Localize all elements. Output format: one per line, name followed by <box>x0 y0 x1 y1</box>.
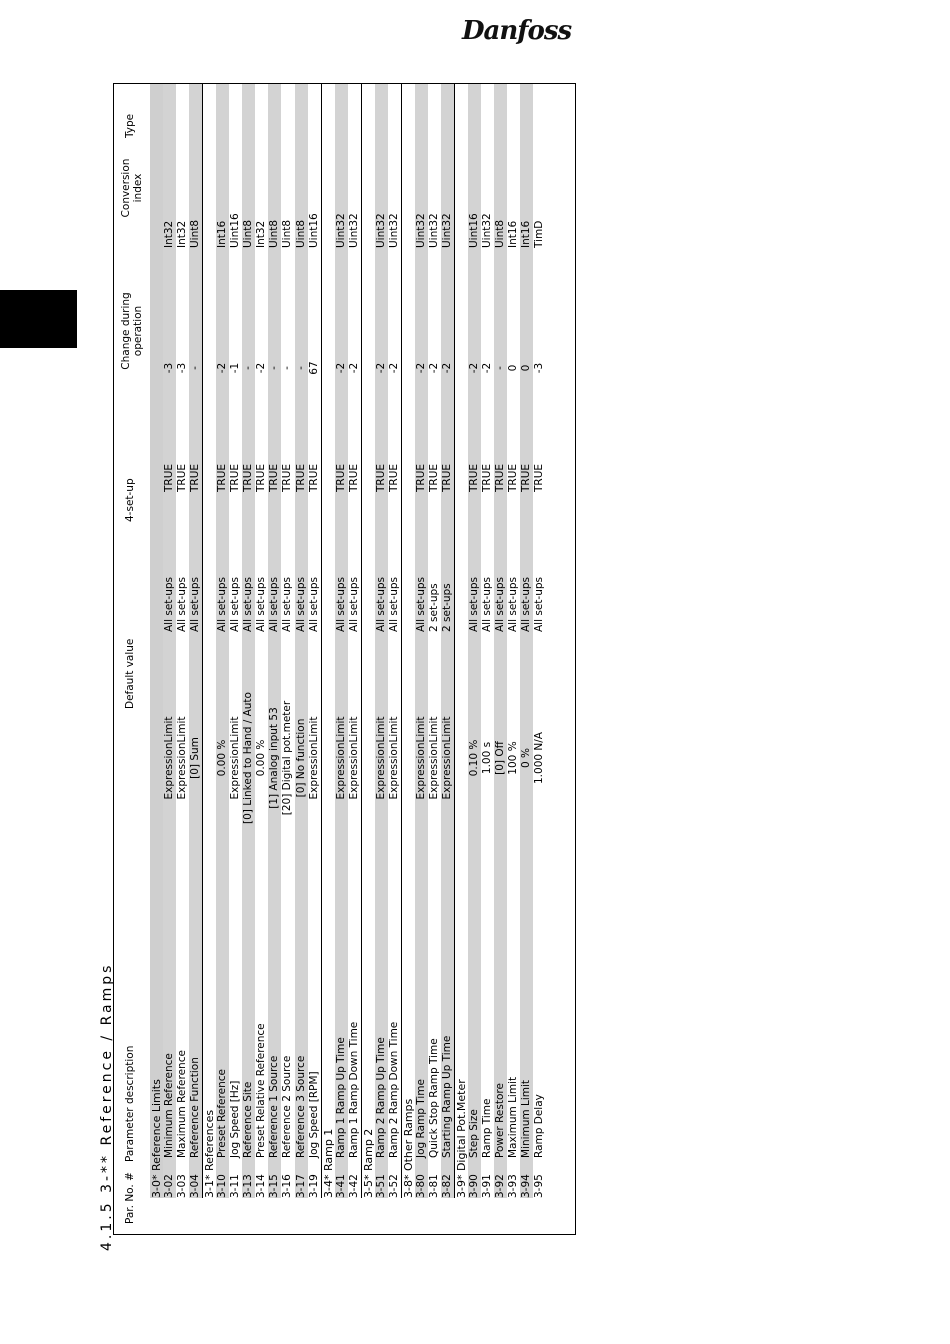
change-cell: TRUE <box>242 463 255 492</box>
conversion-cell: 0 <box>520 364 533 372</box>
conversion-cell: - <box>281 366 294 370</box>
group-header-row <box>150 84 163 1198</box>
change-cell: TRUE <box>387 463 400 492</box>
par-no-cell: 3-15 <box>268 1174 281 1198</box>
conversion-cell: -2 <box>334 362 347 374</box>
setup-cell: All set-ups <box>229 577 242 632</box>
conversion-cell: -2 <box>414 362 427 374</box>
type-cell: Uint32 <box>334 213 347 248</box>
conversion-cell: - <box>268 366 281 370</box>
group-label: 3-9* Digital Pot.Meter <box>455 1079 469 1198</box>
group-label: 3-4* Ramp 1 <box>321 1128 335 1198</box>
conversion-cell: - <box>242 366 255 370</box>
description-cell: Ramp 2 Ramp Down Time <box>387 1021 400 1158</box>
default-value-cell: [20] Digital pot.meter <box>281 700 294 816</box>
conversion-cell: -2 <box>374 362 387 374</box>
type-cell: Int16 <box>216 220 229 248</box>
change-cell: TRUE <box>414 463 427 492</box>
default-value-cell: 0.00 % <box>255 739 268 777</box>
description-cell: Minimum Reference <box>163 1053 176 1158</box>
table-row <box>308 84 321 1198</box>
table-row <box>507 84 520 1198</box>
description-cell: Reference 1 Source <box>268 1055 281 1158</box>
setup-cell: All set-ups <box>347 577 360 632</box>
table-row <box>481 84 494 1198</box>
description-cell: Preset Reference <box>216 1069 229 1158</box>
par-no-cell: 3-13 <box>242 1174 255 1198</box>
type-cell: Int16 <box>520 220 533 248</box>
table-row <box>268 84 281 1198</box>
description-cell: Step Size <box>468 1109 481 1158</box>
setup-cell: All set-ups <box>255 577 268 632</box>
change-cell: TRUE <box>307 463 320 492</box>
setup-cell: All set-ups <box>163 577 176 632</box>
group-header-row <box>361 84 375 1198</box>
type-cell: Int32 <box>176 220 189 248</box>
table-row <box>415 84 428 1198</box>
type-cell: TimD <box>533 220 546 248</box>
table-row <box>163 84 176 1198</box>
change-cell: TRUE <box>255 463 268 492</box>
header-par-no: Par. No. # <box>124 1172 136 1224</box>
conversion-cell: -2 <box>441 362 454 374</box>
par-no-cell: 3-02 <box>163 1174 176 1198</box>
table-row <box>189 84 202 1198</box>
default-value-cell: [0] No function <box>294 718 307 798</box>
default-value-cell: ExpressionLimit <box>163 716 176 800</box>
group-label: 3-0* Reference Limits <box>150 1079 163 1198</box>
table-row <box>335 84 348 1198</box>
description-cell: Quick Stop Ramp Time <box>427 1038 440 1158</box>
default-value-cell: ExpressionLimit <box>334 716 347 800</box>
change-cell: TRUE <box>520 463 533 492</box>
setup-cell: All set-ups <box>334 577 347 632</box>
par-no-cell: 3-17 <box>294 1174 307 1198</box>
setup-cell: 2 set-ups <box>441 583 454 632</box>
setup-cell: All set-ups <box>468 577 481 632</box>
chapter-tab-marker <box>0 290 77 348</box>
default-value-cell: ExpressionLimit <box>387 716 400 800</box>
parameter-table-rotated <box>114 84 575 1234</box>
par-no-cell: 3-93 <box>507 1174 520 1198</box>
group-label: 3-1* References <box>203 1109 217 1198</box>
par-no-cell: 3-51 <box>374 1174 387 1198</box>
setup-cell: All set-ups <box>242 577 255 632</box>
parameter-table <box>113 83 576 1235</box>
setup-cell: 2 set-ups <box>427 583 440 632</box>
group-header-row <box>454 84 468 1198</box>
default-value-cell: 1.000 N/A <box>533 732 546 784</box>
header-change-during-operation: Change during operation <box>120 292 144 370</box>
par-no-cell: 3-52 <box>387 1174 400 1198</box>
table-row <box>295 84 308 1198</box>
header-conversion-index: Conversion index <box>120 158 144 218</box>
par-no-cell: 3-94 <box>520 1174 533 1198</box>
default-value-cell: 0.00 % <box>216 739 229 777</box>
change-cell: TRUE <box>507 463 520 492</box>
table-header <box>114 84 150 1234</box>
default-value-cell: [0] Linked to Hand / Auto <box>242 692 255 824</box>
type-cell: Uint32 <box>387 213 400 248</box>
description-cell: Maximum Reference <box>176 1050 189 1158</box>
description-cell: Jog Speed [RPM] <box>307 1071 320 1158</box>
type-cell: Uint8 <box>268 219 281 248</box>
description-cell: Ramp 2 Ramp Up Time <box>374 1037 387 1158</box>
par-no-cell: 3-03 <box>176 1174 189 1198</box>
header-setup: 4-set-up <box>124 478 136 522</box>
setup-cell: All set-ups <box>533 577 546 632</box>
default-value-cell: ExpressionLimit <box>307 716 320 800</box>
par-no-cell: 3-10 <box>216 1174 229 1198</box>
default-value-cell: [0] Off <box>494 741 507 775</box>
change-cell: TRUE <box>481 463 494 492</box>
conversion-cell: - <box>189 366 202 370</box>
type-cell: Uint32 <box>427 213 440 248</box>
type-cell: Uint32 <box>374 213 387 248</box>
default-value-cell: [0] Sum <box>189 737 202 779</box>
description-cell: Reference 3 Source <box>294 1055 307 1158</box>
table-row <box>520 84 533 1198</box>
conversion-cell: -1 <box>229 362 242 374</box>
group-label: 3-5* Ramp 2 <box>361 1128 375 1198</box>
change-cell: TRUE <box>229 463 242 492</box>
description-cell: Reference Function <box>189 1057 202 1158</box>
conversion-cell: 67 <box>307 361 320 375</box>
change-cell: TRUE <box>216 463 229 492</box>
group-header-row <box>202 84 216 1198</box>
par-no-cell: 3-81 <box>427 1174 440 1198</box>
conversion-cell: 0 <box>507 364 520 372</box>
setup-cell: All set-ups <box>520 577 533 632</box>
par-no-cell: 3-91 <box>481 1174 494 1198</box>
default-value-cell: 1.00 s <box>481 741 494 775</box>
type-cell: Int32 <box>255 220 268 248</box>
default-value-cell: ExpressionLimit <box>374 716 387 800</box>
default-value-cell: ExpressionLimit <box>414 716 427 800</box>
default-value-cell: [1] Analog input 53 <box>268 707 281 809</box>
par-no-cell: 3-16 <box>281 1174 294 1198</box>
default-value-cell: 0.10 % <box>468 739 481 777</box>
table-row <box>428 84 441 1198</box>
table-row <box>441 84 454 1198</box>
change-cell: TRUE <box>441 463 454 492</box>
type-cell: Uint16 <box>468 213 481 248</box>
table-row <box>388 84 401 1198</box>
type-cell: Uint32 <box>414 213 427 248</box>
change-cell: TRUE <box>468 463 481 492</box>
default-value-cell: 100 % <box>507 741 520 775</box>
type-cell: Uint32 <box>481 213 494 248</box>
par-no-cell: 3-19 <box>307 1174 320 1198</box>
par-no-cell: 3-82 <box>441 1174 454 1198</box>
par-no-cell: 3-04 <box>189 1174 202 1198</box>
description-cell: Ramp Delay <box>533 1094 546 1158</box>
type-cell: Uint32 <box>347 213 360 248</box>
conversion-cell: - <box>494 366 507 370</box>
conversion-cell: -2 <box>481 362 494 374</box>
type-cell: Uint32 <box>441 213 454 248</box>
par-no-cell: 3-95 <box>533 1174 546 1198</box>
type-cell: Int16 <box>507 220 520 248</box>
setup-cell: All set-ups <box>176 577 189 632</box>
setup-cell: All set-ups <box>414 577 427 632</box>
type-cell: Int32 <box>163 220 176 248</box>
conversion-cell: - <box>294 366 307 370</box>
group-header-row <box>401 84 415 1198</box>
change-cell: TRUE <box>533 463 546 492</box>
table-row <box>494 84 507 1198</box>
danfoss-logo: Danfoss <box>462 16 572 46</box>
default-value-cell: ExpressionLimit <box>347 716 360 800</box>
par-no-cell: 3-92 <box>494 1174 507 1198</box>
default-value-cell: ExpressionLimit <box>427 716 440 800</box>
conversion-cell: -2 <box>427 362 440 374</box>
setup-cell: All set-ups <box>307 577 320 632</box>
change-cell: TRUE <box>163 463 176 492</box>
change-cell: TRUE <box>189 463 202 492</box>
description-cell: Jog Ramp Time <box>414 1079 427 1158</box>
setup-cell: All set-ups <box>481 577 494 632</box>
conversion-cell: -2 <box>216 362 229 374</box>
par-no-cell: 3-42 <box>347 1174 360 1198</box>
par-no-cell: 3-90 <box>468 1174 481 1198</box>
setup-cell: All set-ups <box>216 577 229 632</box>
change-cell: TRUE <box>494 463 507 492</box>
setup-cell: All set-ups <box>494 577 507 632</box>
default-value-cell: ExpressionLimit <box>441 716 454 800</box>
description-cell: Maximum Limit <box>507 1076 520 1158</box>
type-cell: Uint8 <box>281 219 294 248</box>
setup-cell: All set-ups <box>268 577 281 632</box>
description-cell: Reference Site <box>242 1081 255 1158</box>
type-cell: Uint8 <box>242 219 255 248</box>
conversion-cell: -3 <box>176 362 189 374</box>
conversion-cell: -2 <box>387 362 400 374</box>
description-cell: Starting Ramp Up Time <box>441 1035 454 1158</box>
table-row <box>348 84 361 1198</box>
change-cell: TRUE <box>347 463 360 492</box>
table-row <box>533 84 546 1198</box>
par-no-cell: 3-14 <box>255 1174 268 1198</box>
change-cell: TRUE <box>268 463 281 492</box>
description-cell: Ramp Time <box>481 1098 494 1158</box>
header-type: Type <box>124 113 136 138</box>
description-cell: Power Restore <box>494 1083 507 1158</box>
setup-cell: All set-ups <box>387 577 400 632</box>
change-cell: TRUE <box>294 463 307 492</box>
default-value-cell: 0 % <box>520 748 533 768</box>
conversion-cell: -2 <box>468 362 481 374</box>
table-row <box>176 84 189 1198</box>
setup-cell: All set-ups <box>189 577 202 632</box>
table-row <box>229 84 242 1198</box>
conversion-cell: -2 <box>347 362 360 374</box>
description-cell: Jog Speed [Hz] <box>229 1080 242 1158</box>
type-cell: Uint8 <box>494 219 507 248</box>
change-cell: TRUE <box>334 463 347 492</box>
setup-cell: All set-ups <box>507 577 520 632</box>
change-cell: TRUE <box>427 463 440 492</box>
table-row <box>281 84 294 1198</box>
table-row <box>468 84 481 1198</box>
change-cell: TRUE <box>374 463 387 492</box>
table-row <box>255 84 268 1198</box>
conversion-cell: -3 <box>533 362 546 374</box>
table-row <box>375 84 388 1198</box>
setup-cell: All set-ups <box>281 577 294 632</box>
default-value-cell: ExpressionLimit <box>176 716 189 800</box>
type-cell: Uint8 <box>189 219 202 248</box>
conversion-cell: -3 <box>163 362 176 374</box>
type-cell: Uint16 <box>307 213 320 248</box>
default-value-cell: ExpressionLimit <box>229 716 242 800</box>
section-title: 4.1.5 3-** Reference / Ramps <box>99 962 115 1251</box>
conversion-cell: -2 <box>255 362 268 374</box>
description-cell: Reference 2 Source <box>281 1055 294 1158</box>
change-cell: TRUE <box>176 463 189 492</box>
header-description: Parameter description <box>124 1045 136 1162</box>
description-cell: Ramp 1 Ramp Up Time <box>334 1037 347 1158</box>
par-no-cell: 3-80 <box>414 1174 427 1198</box>
par-no-cell: 3-11 <box>229 1174 242 1198</box>
table-row <box>216 84 229 1198</box>
par-no-cell: 3-41 <box>334 1174 347 1198</box>
setup-cell: All set-ups <box>374 577 387 632</box>
change-cell: TRUE <box>281 463 294 492</box>
header-default-value: Default value <box>124 638 136 709</box>
type-cell: Uint16 <box>229 213 242 248</box>
group-header-row <box>321 84 335 1198</box>
description-cell: Minimum Limit <box>520 1079 533 1158</box>
description-cell: Ramp 1 Ramp Down Time <box>347 1021 360 1158</box>
description-cell: Preset Relative Reference <box>255 1023 268 1158</box>
table-body <box>150 84 546 1198</box>
table-row <box>242 84 255 1198</box>
group-label: 3-8* Other Ramps <box>401 1098 415 1198</box>
type-cell: Uint8 <box>294 219 307 248</box>
setup-cell: All set-ups <box>294 577 307 632</box>
